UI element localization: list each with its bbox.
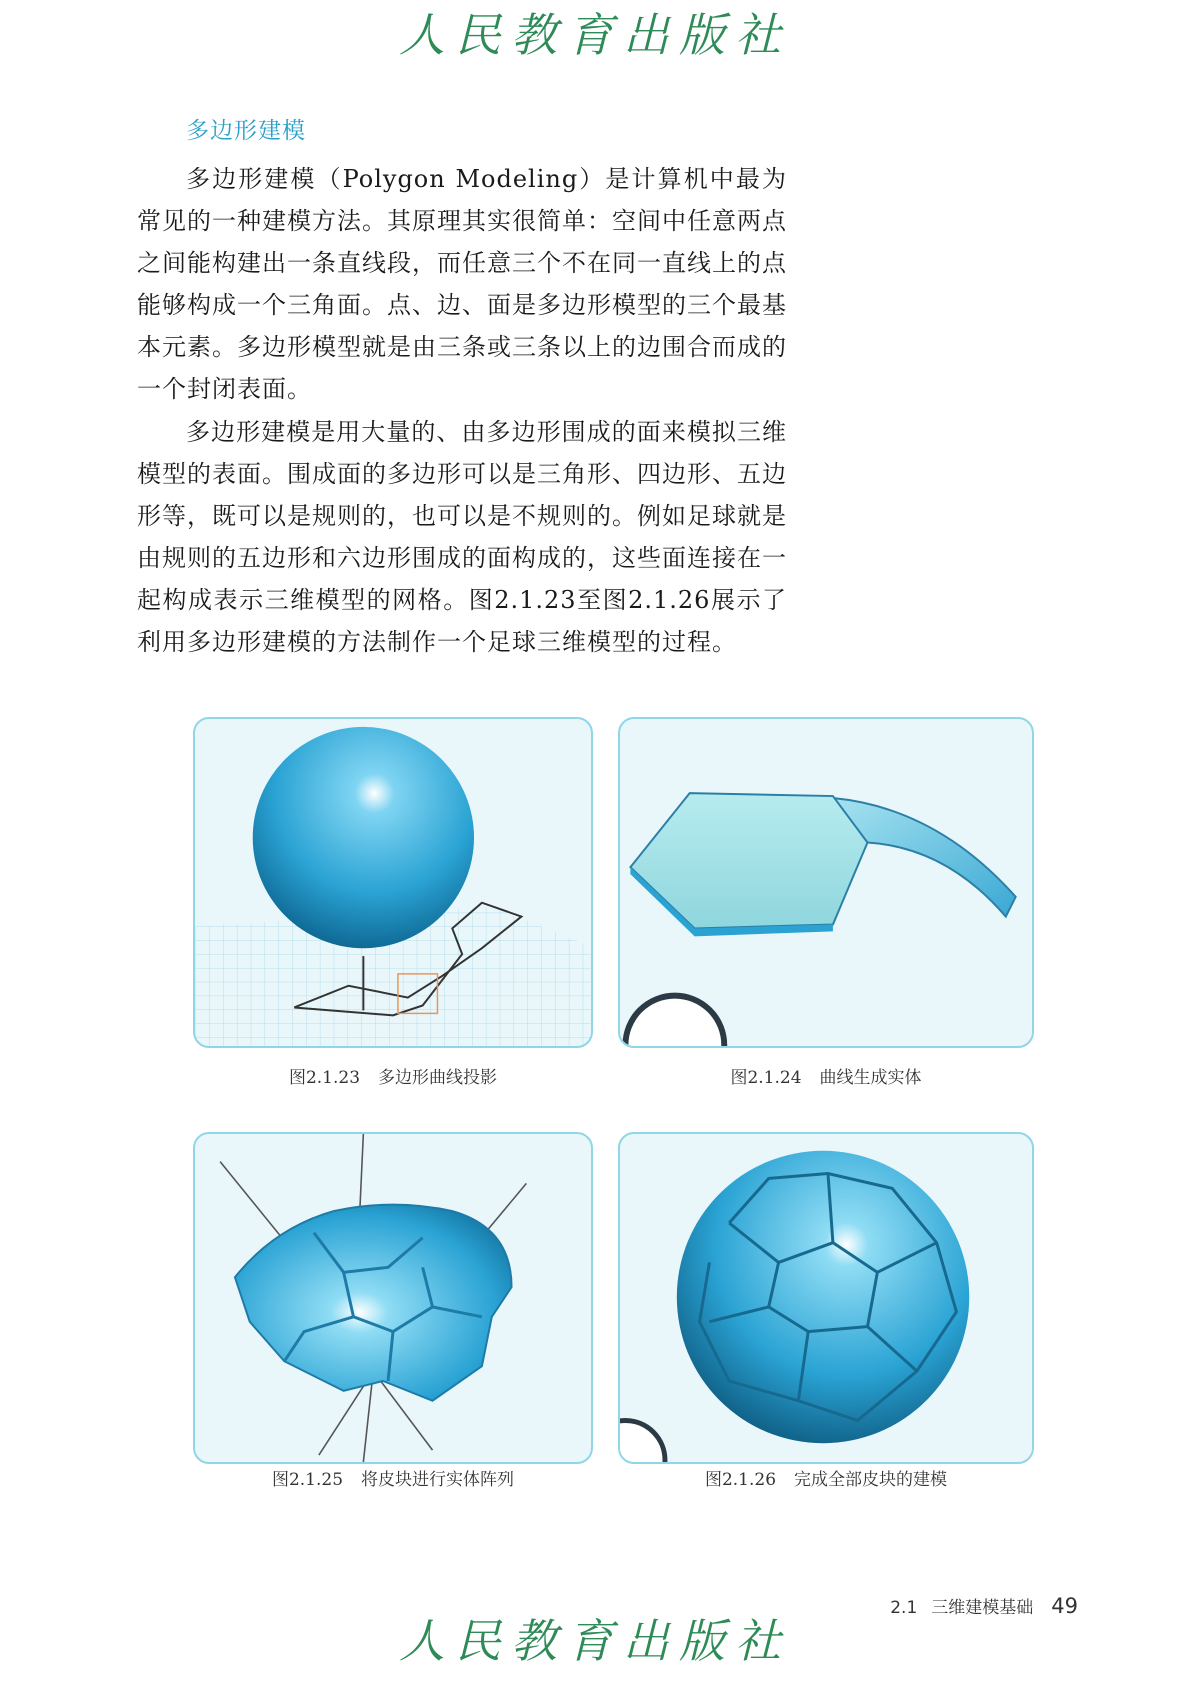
figure-caption-text: 多边形曲线投影 [378, 1068, 498, 1088]
figure-2-1-23-image [193, 717, 593, 1048]
figure-2-1-24-image [618, 717, 1034, 1048]
patch-array-image [195, 1134, 591, 1462]
page-footer [890, 1593, 1078, 1618]
figure-number: 图2.1.26 [704, 1470, 777, 1490]
page-number: 49 [1051, 1594, 1078, 1618]
figure-number: 图2.1.25 [271, 1470, 344, 1490]
figure-2-1-24-caption [618, 1063, 1034, 1088]
paragraph-1: 多边形建模（Polygon Modeling）是计算机中最为常见的一种建模方法。其原理其实很简单：空间中任意两点之间能构建出一条直线段，而任意三个不在同一直线上的点能够构成一个三角面。点、边、面是多边形模型的三个最基本元素。多边形模型就是由三条或三条以上的边围合而成的一个封闭表面。 [137, 165, 787, 403]
figure-caption-text: 完成全部皮块的建模 [794, 1470, 948, 1490]
figure-number: 图2.1.23 [288, 1068, 361, 1088]
figure-caption-text: 将皮块进行实体阵列 [361, 1470, 515, 1490]
figure-2-1-23-caption [193, 1063, 593, 1088]
solid-patch-image [620, 719, 1032, 1046]
publisher-logo-bottom: 人民教育出版社 [399, 1614, 791, 1668]
figure-number: 图2.1.24 [730, 1068, 802, 1088]
figure-2-1-26-caption [618, 1465, 1034, 1490]
soccer-ball-image [620, 1134, 1032, 1462]
figure-2-1-26-image [618, 1132, 1034, 1464]
paragraph-2: 多边形建模是用大量的、由多边形围成的面来模拟三维模型的表面。围成面的多边形可以是三角形、四边形、五边形等，既可以是规则的，也可以是不规则的。例如足球就是由规则的五边形和六边形围成的面构成的，这些面连接在一起构成表示三维模型的网格。图2.1.23至图2.1.26展示了利用多边形建模的方法制作一个足球三维模型的过程。 [137, 418, 787, 656]
section-name: 三维建模基础 [931, 1598, 1034, 1618]
figure-caption-text: 曲线生成实体 [819, 1068, 922, 1088]
figure-2-1-25-image [193, 1132, 593, 1464]
publisher-logo-top: 人民教育出版社 [399, 8, 791, 62]
figure-2-1-25-caption [193, 1465, 593, 1490]
section-number: 2.1 [890, 1598, 918, 1618]
section-title: 多边形建模 [186, 118, 306, 144]
sphere-projection-image [195, 719, 591, 1046]
